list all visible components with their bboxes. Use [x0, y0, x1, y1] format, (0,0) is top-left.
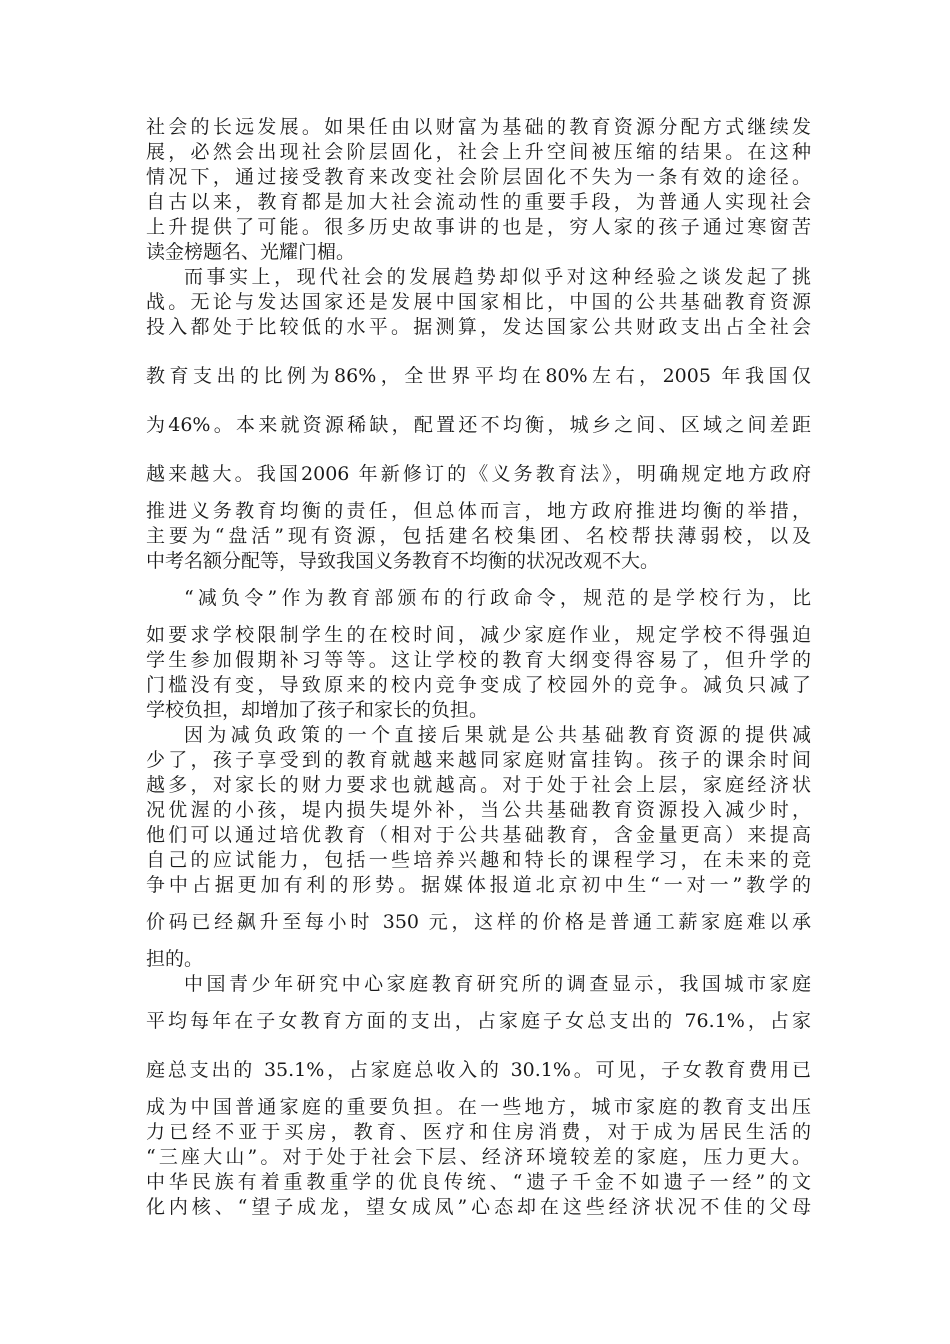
text-line: 况优渥的小孩，堤内损失堤外补，当公共基础教育资源投入减少时，	[146, 799, 811, 821]
text-line: 如要求学校限制学生的在校时间，减少家庭作业，规定学校不得强迫	[146, 624, 811, 646]
text-line: 争中占据更加有利的形势。据媒体报道北京初中生“一对一”教学的	[146, 874, 811, 896]
text-line: 平均每年在子女教育方面的支出，占家庭子女总支出的 76.1%，占家	[146, 1010, 811, 1032]
text-line: 价码已经飙升至每小时 350 元，这样的价格是普通工薪家庭难以承	[146, 911, 811, 933]
text-line: 中考名额分配等，导致我国义务教育不均衡的状况改观不大。	[146, 550, 660, 572]
text-line: 社会的长远发展。如果任由以财富为基础的教育资源分配方式继续发	[146, 116, 811, 138]
text-line: 为46%。本来就资源稀缺，配置还不均衡，城乡之间、区域之间差距	[146, 414, 811, 436]
text-line: 教育支出的比例为86%，全世界平均在80%左右，2005 年我国仅	[146, 365, 811, 387]
text-line: 越多，对家长的财力要求也就越高。对于处于社会上层，家庭经济状	[146, 774, 811, 796]
text-line: 中国青少年研究中心家庭教育研究所的调查显示，我国城市家庭	[184, 973, 811, 995]
text-line: 少了，孩子享受到的教育就越来越同家庭财富挂钩。孩子的课余时间	[146, 749, 811, 771]
text-line: 推进义务教育均衡的责任，但总体而言，地方政府推进均衡的举措，	[146, 500, 811, 522]
text-line: 而事实上，现代社会的发展趋势却似乎对这种经验之谈发起了挑	[184, 266, 811, 288]
text-line: “三座大山”。对于处于社会下层、经济环境较差的家庭，压力更大。	[146, 1146, 811, 1168]
text-line: 他们可以通过培优教育（相对于公共基础教育，含金量更高）来提高	[146, 824, 811, 846]
text-line: 情况下，通过接受教育来改变社会阶层固化不失为一条有效的途径。	[146, 166, 811, 188]
text-line: 自己的应试能力，包括一些培养兴趣和特长的课程学习，在未来的竞	[146, 849, 811, 871]
text-line: 自古以来，教育都是加大社会流动性的重要手段，为普通人实现社会	[146, 191, 811, 213]
text-line: 因为减负政策的一个直接后果就是公共基础教育资源的提供减	[184, 724, 811, 746]
text-line: 成为中国普通家庭的重要负担。在一些地方，城市家庭的教育支出压	[146, 1096, 811, 1118]
text-line: 展，必然会出现社会阶层固化，社会上升空间被压缩的结果。在这种	[146, 141, 811, 163]
text-line: 上升提供了可能。很多历史故事讲的也是，穷人家的孩子通过寒窗苦	[146, 216, 811, 238]
text-line: 读金榜题名、光耀门楣。	[146, 241, 356, 263]
text-line: 门槛没有变，导致原来的校内竞争变成了校园外的竞争。减负只减了	[146, 674, 811, 696]
text-line: “减负令”作为教育部颁布的行政命令，规范的是学校行为，比	[184, 587, 811, 609]
body-text	[146, 115, 811, 1220]
text-line: 担的。	[146, 948, 204, 970]
text-line: 战。无论与发达国家还是发展中国家相比，中国的公共基础教育资源	[146, 291, 811, 313]
text-line: 力已经不亚于买房，教育、医疗和住房消费，对于成为居民生活的	[146, 1121, 811, 1143]
text-line: 学生参加假期补习等等。这让学校的教育大纲变得容易了，但升学的	[146, 649, 811, 671]
text-line: 越来越大。我国2006 年新修订的《义务教育法》，明确规定地方政府	[146, 463, 811, 485]
text-line: 化内核、“望子成龙，望女成凤”心态却在这些经济状况不佳的父母	[146, 1196, 811, 1218]
text-line: 庭总支出的 35.1%，占家庭总收入的 30.1%。可见，子女教育费用已	[146, 1059, 811, 1081]
text-line: 学校负担，却增加了孩子和家长的负担。	[146, 699, 489, 721]
text-line: 中华民族有着重教重学的优良传统、“遗子千金不如遗子一经”的文	[146, 1171, 811, 1193]
text-line: 主要为“盘活”现有资源，包括建名校集团、名校帮扶薄弱校，以及	[146, 525, 811, 547]
text-line: 投入都处于比较低的水平。据测算，发达国家公共财政支出占全社会	[146, 316, 811, 338]
